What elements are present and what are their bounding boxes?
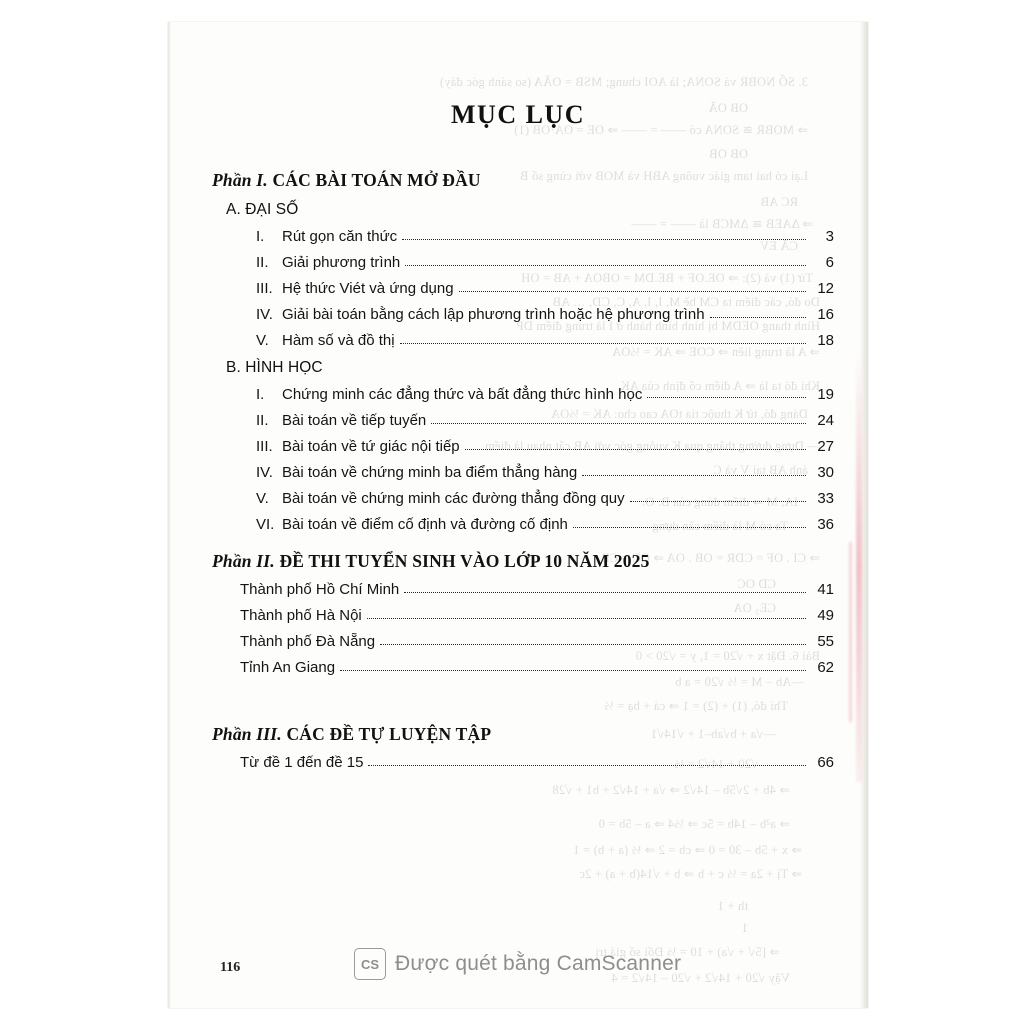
toc-entry-number: IV. [256,306,273,323]
toc-part-heading [212,170,834,191]
toc-entry-number: IV. [256,464,273,481]
toc-part-title: ĐỀ THI TUYỂN SINH VÀO LỚP 10 NĂM 2025 [274,551,650,571]
bleedthrough-line: Lại có hai tam giác vuông ABH và MOB với cùng số B [519,169,808,183]
toc-entry-page: 30 [817,464,834,481]
bleedthrough-line: 3. SỐ NOBR và SONA; là AOI chung; MSB = OĂA (so sánh góc đáy) [439,75,808,89]
bleedthrough-line: OB OB [709,147,748,161]
toc-entry-leader [367,617,806,619]
camscanner-icon: CS [354,948,386,980]
toc-entry-label: Tỉnh An Giang [240,659,336,676]
toc-entry-leader [647,396,806,398]
toc-entry-leader [465,448,806,450]
bleedthrough-line: ⇒ [5√ + √a) + 10 = ⅓ Đối số giá trị [595,945,780,959]
toc-entry-label: Rút gọn căn thức [282,228,398,245]
toc-entry-page: 6 [825,254,834,271]
bleedthrough-line: Bài 6. Đặt x + √20 = 1, y = √20 > 0 [635,649,820,663]
toc-entry-leader [404,591,806,593]
bleedthrough-line: CE₂ OA [733,601,776,615]
bleedthrough-line: Từ (1) và (2): ⇒ OE.OF + BE.DM = OBOA + AB = OH [521,271,813,285]
toc-entry[interactable] [256,306,834,323]
bleedthrough-line: ⇒ CI . OF = CDR = OB . OA ⇒ OC = CB [601,551,820,565]
bleedthrough-line: ⇒ x + 5b – 30 = 0 ⇒ cb = 2 ⇒ ½ (a + b) = 1 [573,843,802,857]
bleedthrough-line: ⇒ ΔAEB ≅ ΔMCB là —— = —— [631,217,813,231]
toc-entry-label: Bài toán về điểm cố định và đường cố định [282,516,568,533]
bleedthrough-line: Thì đó, (1) + (2) = 1 ⇒ cá + bạ = ⅓ [604,699,788,713]
toc-entry-number: III. [256,438,273,455]
toc-section-heading: B. HÌNH HỌC [226,359,323,376]
toc-entry-page: 55 [817,633,834,650]
toc-entry-page: 49 [817,607,834,624]
bleedthrough-line: Dáng đó, từ K thuộc tia tOA cao cho: AK = ⅓OA [550,407,808,421]
toc-entry[interactable] [256,280,834,297]
toc-entry[interactable] [240,607,834,624]
toc-entry-leader [459,290,806,292]
toc-entry-label: Bài toán về chứng minh các đường thẳng đồng quy [282,490,625,507]
toc-entry-page: 27 [817,438,834,455]
toc-part-number: Phần II. [212,551,275,571]
bleedthrough-line: RC AB [760,195,798,209]
toc-entry-page: 19 [817,386,834,403]
toc-entry-page: 18 [817,332,834,349]
toc-entry[interactable] [256,516,834,533]
toc-entry-leader [630,500,806,502]
toc-entry-page: 36 [817,516,834,533]
bleedthrough-line: CĂ EV [759,239,798,253]
toc-entry-leader [402,238,806,240]
toc-spacer [212,676,834,706]
bleedthrough-line: —√a + b√ab–1 + √14√1 [650,727,776,741]
bleedthrough-line: Ta có M là điểm cần dựng [652,519,788,533]
toc-entry[interactable] [256,386,834,403]
toc-entry-label: Giải phương trình [282,254,401,271]
toc-section-heading: A. ĐẠI SỐ [226,201,299,218]
toc-entry-label: Thành phố Đà Nẵng [240,633,376,650]
toc-part-number: Phần I. [212,170,268,190]
toc-entry[interactable] [256,438,834,455]
toc-entry-label: Thành phố Hà Nội [240,607,362,624]
toc-entry-page: 24 [817,412,834,429]
table-of-contents [212,152,834,771]
bleedthrough-line: 1 [741,921,748,935]
toc-entry-number: VI. [256,516,275,533]
toc-entry-label: Bài toán về tứ giác nội tiếp [282,438,460,455]
toc-entry-number: II. [256,412,269,429]
toc-entry[interactable] [256,490,834,507]
toc-entry-label: Bài toán về tiếp tuyến [282,412,427,429]
page-number: 116 [220,960,241,975]
bleedthrough-line: —Ab – M = ⅓ √20 = a b [675,675,804,689]
toc-entry-page: 33 [817,490,834,507]
toc-entry[interactable] [256,412,834,429]
toc-entry-leader [582,474,806,476]
toc-entry[interactable] [240,581,834,598]
toc-entry-label: Giải bài toán bằng cách lập phương trình hoặc hệ phương trình [282,306,705,323]
toc-entry-leader [573,526,806,528]
toc-entry-page: 16 [817,306,834,323]
bleedthrough-line: CD OC [737,577,776,591]
toc-entry-label: Từ đề 1 đến đề 15 [240,754,364,771]
bleedthrough-line: ⇒ a²b – 14b = 5c ⇒ ⅓4 ⇒ a – 5b = 0 [598,817,790,831]
bleedthrough-line: IA, M ⇒ điểm đúng của B. O. [641,495,798,509]
bleedthrough-line: OB OĂ [708,101,748,115]
bleedthrough-line: ⇒ A là trung liên ⇒ COE ⇒ AK = ⅓OA [611,345,820,359]
toc-entry[interactable] [256,464,834,481]
camscanner-watermark [354,948,681,980]
page-content [168,22,868,1008]
bleedthrough-line: Hình thang OEDM bị hình bình hành ở I là trung điểm DP [516,319,820,333]
toc-entry-page: 12 [817,280,834,297]
toc-entry-page: 3 [825,228,834,245]
toc-entry-page: 66 [817,754,834,771]
toc-entry-page: 62 [817,659,834,676]
toc-entry-label: Thành phố Hồ Chí Minh [240,581,400,598]
toc-entry-number: I. [256,386,265,403]
bleedthrough-line: ⇒ 4b + 2√5b – 14√2 ⇒ √a + 14√2 + b1 + √28 [552,783,790,797]
bleedthrough-line: th + 1 [717,899,748,913]
toc-entry[interactable] [256,254,834,271]
toc-entry-leader [431,422,806,424]
toc-entry[interactable] [256,332,834,349]
page-title: MỤC LỤC [451,100,585,129]
toc-part-heading [212,551,834,572]
toc-part-number: Phần III. [212,724,282,744]
bleedthrough-line: ⇒ MOBR ≅ SONA có —— = —— ⇒ OE = OA·OB (1) [514,123,808,137]
bleedthrough-line: Khi đó ta là ⇒ A điểm cố định của AK [620,379,820,393]
toc-entry-leader [380,643,806,645]
scanned-page [168,22,868,1008]
bleedthrough-line: Do đó, các điểm ta CM bề M, I, I, A, C, CD, … AB [552,295,820,309]
toc-part-title: CÁC BÀI TOÁN MỞ ĐẦU [267,170,481,190]
toc-entry-number: I. [256,228,265,245]
toc-entry-leader [368,764,806,766]
bleedthrough-line: √20 + 14√2 = ½ [674,757,758,771]
toc-entry-label: Bài toán về chứng minh ba điểm thẳng hàng [282,464,578,481]
bleedthrough-line: — Dựng đường thẳng qua K vuông góc với AB cắt nhau là điểm [484,439,820,453]
bleedthrough-line: ⇒ Tị + 2a = ⅓ c + b ⇒ b + √14(b + a) + 2c [579,867,802,881]
toc-entry-number: III. [256,280,273,297]
toc-entry-number: V. [256,490,269,507]
toc-entry[interactable] [240,754,834,771]
toc-part-title: CÁC ĐỀ TỰ LUYỆN TẬP [281,724,492,744]
toc-entry-leader [710,316,806,318]
bleedthrough-line: Vậy √20 + 14√2 + √20 – 14√2 = 4 [611,971,790,985]
toc-entry-leader [405,264,806,266]
toc-entry-label: Hệ thức Viét và ứng dụng [282,280,454,297]
toc-part-heading [212,724,834,745]
toc-entry-leader [340,669,806,671]
toc-entry[interactable] [240,633,834,650]
toc-entry[interactable] [256,228,834,245]
toc-entry[interactable] [240,659,834,676]
toc-entry-number: II. [256,254,269,271]
toc-entry-page: 41 [817,581,834,598]
toc-entry-leader [400,342,806,344]
bleedthrough-line: ảnh AB tại V và C [713,463,808,477]
toc-entry-label: Hàm số và đồ thị [282,332,395,349]
toc-entry-label: Chứng minh các đẳng thức và bất đẳng thức hình học [282,386,643,403]
toc-entry-number: V. [256,332,269,349]
camscanner-label: Được quét bằng CamScanner [395,952,682,975]
